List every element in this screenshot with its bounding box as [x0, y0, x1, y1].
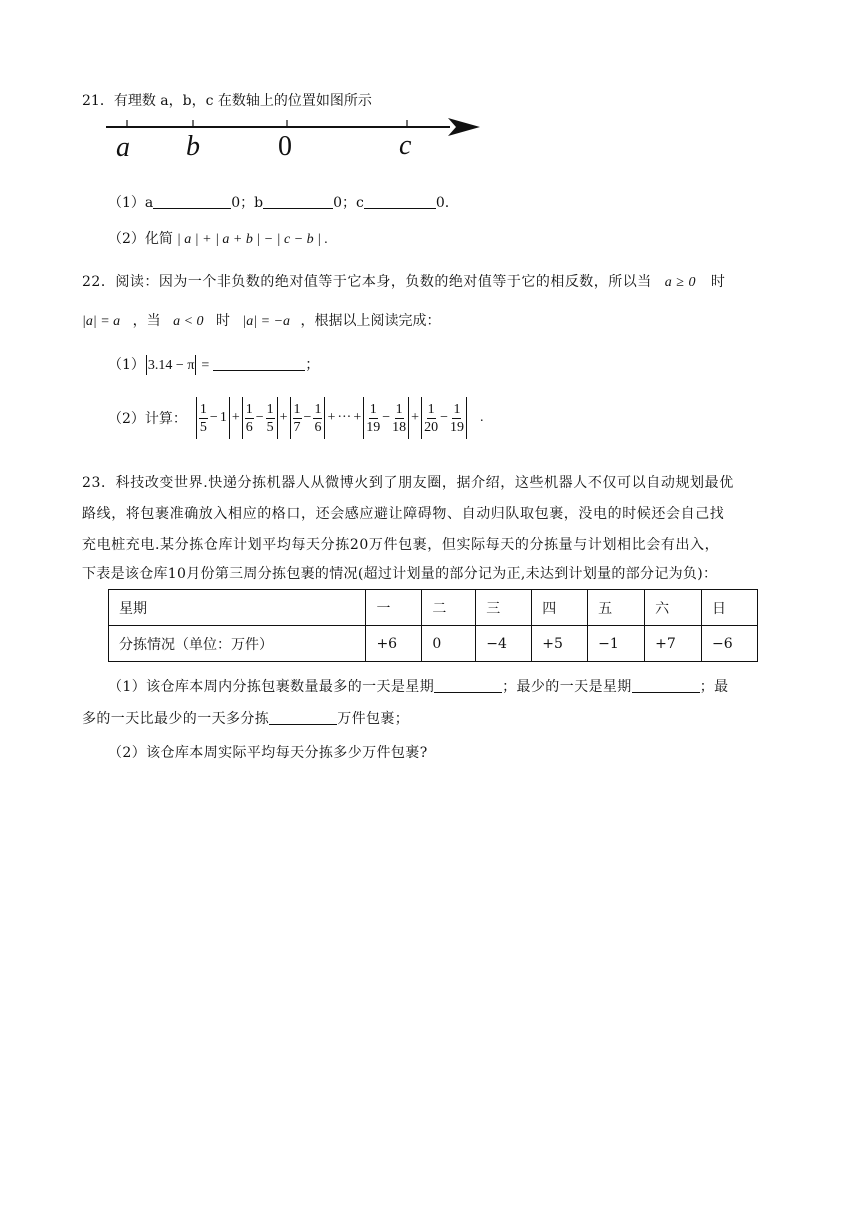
- axis-label-c: c: [399, 130, 412, 161]
- answer-blank-most[interactable]: [434, 678, 502, 693]
- q23-line4: 下表是该仓库10月份第三周分拣包裹的情况(超过计划量的部分记为正,未达到计划量的部分记为负)：: [82, 566, 718, 582]
- abs-bar: [290, 397, 291, 439]
- math-operator: ···: [337, 410, 352, 425]
- math-operator: +: [231, 410, 240, 425]
- table-cell: 二: [422, 590, 476, 626]
- fraction: $\frac{1}{19}$: [449, 401, 464, 435]
- answer-blank-c[interactable]: [364, 194, 436, 209]
- abs-bar: [242, 397, 243, 439]
- number-line-figure: [100, 112, 490, 164]
- table-cell: 一: [366, 590, 422, 626]
- table-cell: 0: [422, 626, 476, 662]
- q21-title: 21．有理数 a，b，c 在数轴上的位置如图所示: [82, 93, 372, 109]
- abs-bar: [421, 397, 422, 439]
- math-operator: 1: [219, 410, 227, 425]
- table-row: [109, 626, 758, 662]
- q22-part2: （2）计算： $\frac{1}{5}$ − 1 + $\frac{1}{6}$ − $\frac{1}{5}$ + $\frac{1}{7}$ − $\frac{1}{6}$ + ··· + $\frac{1}{19}$ − $\frac{1}{18}$ + $\frac{1}{20}$ − $\frac{1}{19}$ .: [108, 397, 483, 439]
- answer-blank-abs[interactable]: [213, 356, 305, 371]
- fraction: $\frac{1}{5}$: [266, 401, 274, 435]
- q21-part2: （2）化简 | a | + | a + b | − | c − b | .: [108, 231, 329, 247]
- calc-expression: [195, 397, 468, 439]
- q23-line1: 23．科技改变世界.快递分拣机器人从微博火到了朋友圈，据介绍，这些机器人不仅可以自动规划最优: [82, 475, 734, 491]
- answer-blank-a[interactable]: [153, 194, 231, 209]
- q23-line3: 充电桩充电.某分拣仓库计划平均每天分拣20万件包裹，但实际每天的分拣量与计划相比会有出入，: [82, 537, 720, 553]
- math-operator: −: [440, 410, 448, 425]
- table-cell: 六: [645, 590, 702, 626]
- fraction: $\frac{1}{18}$: [392, 401, 407, 435]
- math-operator: −: [255, 410, 264, 425]
- fraction: $\frac{1}{19}$: [366, 401, 381, 435]
- axis-label-a: a: [116, 132, 130, 163]
- answer-blank-least[interactable]: [632, 678, 700, 693]
- fraction: $\frac{1}{7}$: [293, 401, 301, 435]
- table-cell: −1: [588, 626, 645, 662]
- math-operator: +: [353, 410, 362, 425]
- table-cell: +5: [532, 626, 588, 662]
- q23-part1-line1: （1）该仓库本周内分拣包裹数量最多的一天是星期 ；最少的一天是星期 ；最: [108, 679, 729, 695]
- math-operator: −: [382, 410, 391, 425]
- math-operator: −: [303, 410, 312, 425]
- number-line-arrow: [448, 118, 480, 136]
- table-cell: 分拣情况（单位：万件）: [109, 626, 366, 662]
- table-cell: −6: [702, 626, 758, 662]
- abs-bar: [408, 397, 409, 439]
- math-operator: +: [279, 410, 288, 425]
- table-cell: +6: [366, 626, 422, 662]
- answer-blank-b[interactable]: [263, 194, 333, 209]
- table-header-row: [109, 590, 758, 626]
- axis-label-b: b: [186, 131, 200, 162]
- q21-part1: （1）a 0；b 0；c 0.: [108, 195, 450, 211]
- fraction: $\frac{1}{20}$: [424, 401, 439, 435]
- abs-bar: [324, 397, 325, 439]
- axis-label-0: 0: [278, 131, 292, 162]
- table-cell: 星期: [109, 590, 366, 626]
- q23-line2: 路线，将包裹准确放入相应的格口，还会感应避让障碍物、自动归队取包裹，没电的时候还会自己找: [82, 506, 725, 522]
- abs-bar: [466, 397, 467, 439]
- table-cell: 五: [588, 590, 645, 626]
- table-cell: 四: [532, 590, 588, 626]
- fraction: $\frac{1}{6}$: [314, 401, 322, 435]
- abs-bar: [229, 397, 230, 439]
- math-operator: +: [411, 410, 420, 425]
- abs-bar: [277, 397, 278, 439]
- math-operator: +: [327, 410, 336, 425]
- table-cell: 三: [476, 590, 532, 626]
- q22-line2: |a| = a ，当 a < 0 时 |a| = −a ，根据以上阅读完成：: [82, 313, 441, 329]
- abs-bar: [196, 397, 197, 439]
- sorting-table: [108, 589, 758, 662]
- answer-blank-diff[interactable]: [269, 710, 337, 725]
- table-cell: +7: [645, 626, 702, 662]
- q22-line1: 22．阅读：因为一个非负数的绝对值等于它本身，负数的绝对值等于它的相反数，所以当 a ≥ 0 时: [82, 274, 726, 290]
- abs-bar: [363, 397, 364, 439]
- q23-part2: （2）该仓库本周实际平均每天分拣多少万件包裹?: [108, 745, 428, 761]
- q22-part1: （1） 3.14 − π = ；: [108, 357, 320, 373]
- fraction: $\frac{1}{6}$: [245, 401, 253, 435]
- q23-part1-line2: 多的一天比最少的一天多分拣 万件包裹；: [82, 711, 410, 727]
- fraction: $\frac{1}{5}$: [199, 401, 207, 435]
- math-operator: −: [209, 410, 218, 425]
- table-cell: 日: [702, 590, 758, 626]
- table-cell: −4: [476, 626, 532, 662]
